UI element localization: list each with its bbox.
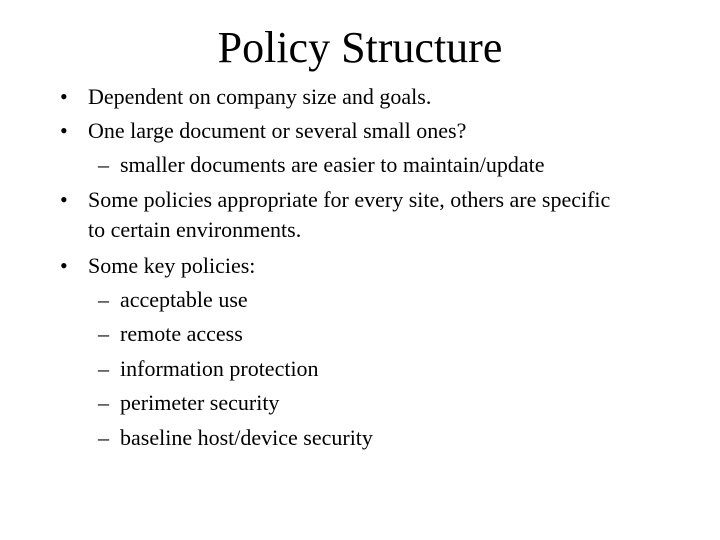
bullet-marker: •	[60, 84, 68, 109]
bullet-text: Some key policies:	[88, 253, 256, 278]
subitem-text: smaller documents are easier to maintain/update	[120, 152, 545, 177]
subitem-marker: –	[98, 321, 109, 346]
bullet-marker: •	[60, 187, 68, 212]
subitem-text: baseline host/device security	[120, 425, 373, 450]
subitem-text: information protection	[120, 356, 319, 381]
bullet-text-line-1: Some policies appropriate for every site, others are specific	[88, 187, 611, 212]
subitem-marker: –	[98, 287, 109, 312]
subitem-marker: –	[98, 425, 109, 450]
bullet-marker: •	[60, 253, 68, 278]
bullet-marker: •	[60, 118, 68, 143]
subitem-text: remote access	[120, 321, 243, 346]
subitem-text: acceptable use	[120, 287, 248, 312]
subitem-marker: –	[98, 152, 109, 177]
subitem-marker: –	[98, 390, 109, 415]
bullet-text: Dependent on company size and goals.	[88, 84, 432, 109]
slide-title: Policy Structure	[217, 23, 503, 72]
bullet-text-line-2: to certain environments.	[88, 217, 302, 242]
subitem-text: perimeter security	[120, 390, 280, 415]
bullet-text: One large document or several small ones?	[88, 118, 467, 143]
subitem-marker: –	[98, 356, 109, 381]
